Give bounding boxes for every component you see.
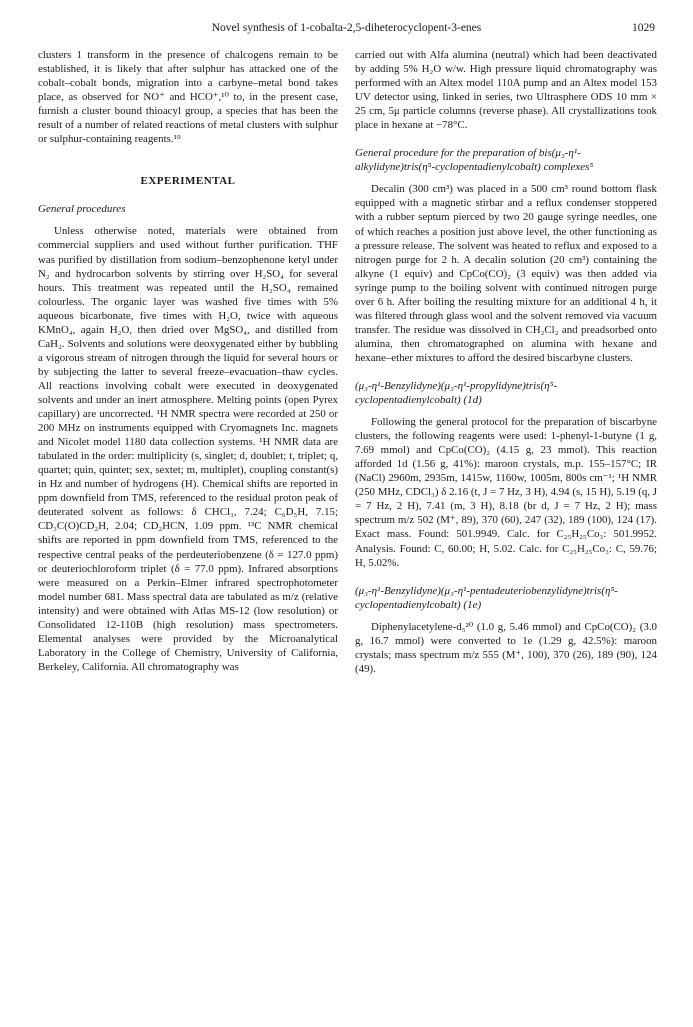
compound-1d-paragraph: Following the general protocol for the preparation of biscarbyne clusters, the following reagents were used: 1-phenyl-1-butyne (1 g, 7.69 mmol) and CpCo(CO)₂ (4.15 g, 23 mmol). This reaction afforded 1d (1.56 g, 41%): maroon crystals, m.p. 155–157°C; IR (NaCl) 2960m, 2935m, 1415w, 1160w, 1005m, 800s cm⁻¹; ¹H NMR (250 MHz, CDCl₃) δ 2.16 (t, J = 7 Hz, 3 H), 4.94 (s, 15 H), 5.19 (q, J = 7 Hz, 2 H), 7.41 (m, 3 H), 8.18 (br d, J = 7 Hz, 2 H); mass spectrum m/z 502 (M⁺, 89), 370 (60), 247 (32), 189 (100), 124 (17). Exact mass. Found: 501.9949. Calc. for C₂₅H₂₅Co₃: 501.9952. Analysis. Found: C, 60.00; H, 5.02. Calc. for C₂₅H₂₅Co₃: C, 59.76; H, 5.02%. — [355, 416, 657, 569]
general-procedure-paragraph: Decalin (300 cm³) was placed in a 500 cm³ round bottom flask equipped with a magnetic stirbar and a reflux condenser stoppered with a rubber septum pierced by two 20 gauge syringe needles, one of which reaches a position just above level, the other functioning as a pressure release. The solvent was heated to reflux and exposed to a nitrogen purge for 2 h. A decalin solution (20 cm³) containing the alkyne (1 equiv) and CpCo(CO)₂ (3 equiv) was then added via syringe pump to the boiling solvent with continued nitrogen purge over 6 h. After boiling the resulting mixture for an additional 4 h, it was filtered through glass wool and the solvent removed via vacuum transfer. The residue was dissolved in CH₂Cl₂ and preadsorbed onto alumina, then chromatographed on alumina with hexane and hexane–ether mixtures to afford the desired biscarbyne clusters. — [355, 183, 657, 364]
page-number: 1029 — [632, 22, 655, 34]
general-procedures-paragraph: Unless otherwise noted, materials were obtained from commercial suppliers and used without further purification. THF was purified by distillation from sodium–benzophenone ketyl under N₂ and hydrocarbon solvents by stirring over H₂SO₄ for several hours. This treatment was repeated until the H₂SO₄ remained colourless. The organic layer was washed five times with 5% aqueous bicarbonate, five times with H₂O, twice with aqueous KMnO₄, again H₂O, then dried over MgSO₄, and distilled from CaH₂. Solvents and solutions were deoxygenated either by bubbling a vigorous stream of nitrogen through the liquid for several hours or by subjecting the latter to several freeze–evacuation–thaw cycles. All reactions involving cobalt were executed in deoxygenated solvents and under an inert atmosphere. Melting points (open Pyrex capillary) are uncorrected. ¹H NMR spectra were recorded at 250 or 200 MHz on instruments equipped with Cryomagnets Inc. magnets and Nicolet model 1180 data collection systems. ¹H NMR data are tabulated in the order: multiplicity (s, singlet; d, doublet; t, triplet; q, quartet; quin, quintet; sex, sextet; m, multiplet), coupling constant(s) in Hz and number of hydrogens (H). Chemical shifts are reported in ppm downfield from TMS, referenced to the residual proton peak of deuterated solvent as follows: δ CHCl₃, 7.24; C₆D₅H, 7.15; CD₃C(O)CD₂H, 2.04; CD₂HCN, 1.09 ppm. ¹³C NMR chemical shifts are reported in ppm downfield from TMS, referenced to the respective central peaks of the perdeuteriobenzene (δ = 127.0 ppm) or deuteriochloroform triplet (δ = 77.0 ppm). Infrared absorptions were measured on a Perkin–Elmer infrared spectrophotometer model number 681. Mass spectral data are tabulated as m/z (relative intensity) and were obtained with Atlas MS-12 (low resolution) or Consolidated 12-110B (high resolution) mass spectrometers. Elemental analyses were provided by the Microanalytical Laboratory in the College of Chemistry, University of California, Berkeley, California. All chromatography was — [38, 225, 338, 673]
compound-1e-heading: (μ₃-η¹-Benzylidyne)(μ₃-η¹-pentadeuteriobenzylidyne)tris(η⁵-cyclopentadienylcobalt) (1e) — [355, 584, 618, 611]
compound-1d-heading: (μ₃-η¹-Benzylidyne)(μ₃-η¹-propylidyne)tris(η⁵-cyclopentadienylcobalt) (1d) — [355, 379, 558, 407]
intro-paragraph: clusters 1 transform in the presence of chalcogens remain to be established, it is likely that after sulphur has attacked one of the cobalt–cobalt bonds, migration into a carbyne–metal bond takes place, as observed for NO⁺ and HCO⁺,¹⁰ to, in the present case, furnish a cluster bound thioacyl group, a species that has been the result of a number of related reactions of metal clusters with sulphur or sulphur-containing reagents.¹⁹ — [38, 49, 338, 146]
left-column — [38, 48, 338, 674]
right-column — [355, 48, 657, 676]
experimental-heading: EXPERIMENTAL — [140, 175, 236, 188]
chromatography-paragraph: carried out with Alfa alumina (neutral) which had been deactivated by adding 5% H₂O w/w. High pressure liquid chromatography was performed with an Altex model 110A pump and an Altex model 153 UV detector using, linked in series, two Ultrasphere ODS 10 mm × 25 cm, 5μ particle columns (reverse phase). All crystallizations took place in hexane at −78°C. — [355, 49, 657, 132]
general-procedures-heading: General procedures — [38, 203, 126, 216]
running-title: Novel synthesis of 1-cobalta-2,5-diheterocyclopent-3-enes — [211, 22, 482, 34]
general-procedure-heading: General procedure for the preparation of bis(μ₃-η¹-alkylidyne)tris(η⁵-cyclopentadienylcobalt) complexes⁵ — [355, 147, 594, 174]
running-header — [38, 22, 655, 38]
compound-1e-paragraph: Diphenylacetylene-d₅²⁰ (1.0 g, 5.46 mmol) and CpCo(CO)₂ (3.0 g, 16.7 mmol) were converted to 1e (1.29 g, 42.5%): maroon crystals; mass spectrum m/z 555 (M⁺, 100), 370 (26), 189 (90), 124 (49). — [355, 620, 657, 675]
